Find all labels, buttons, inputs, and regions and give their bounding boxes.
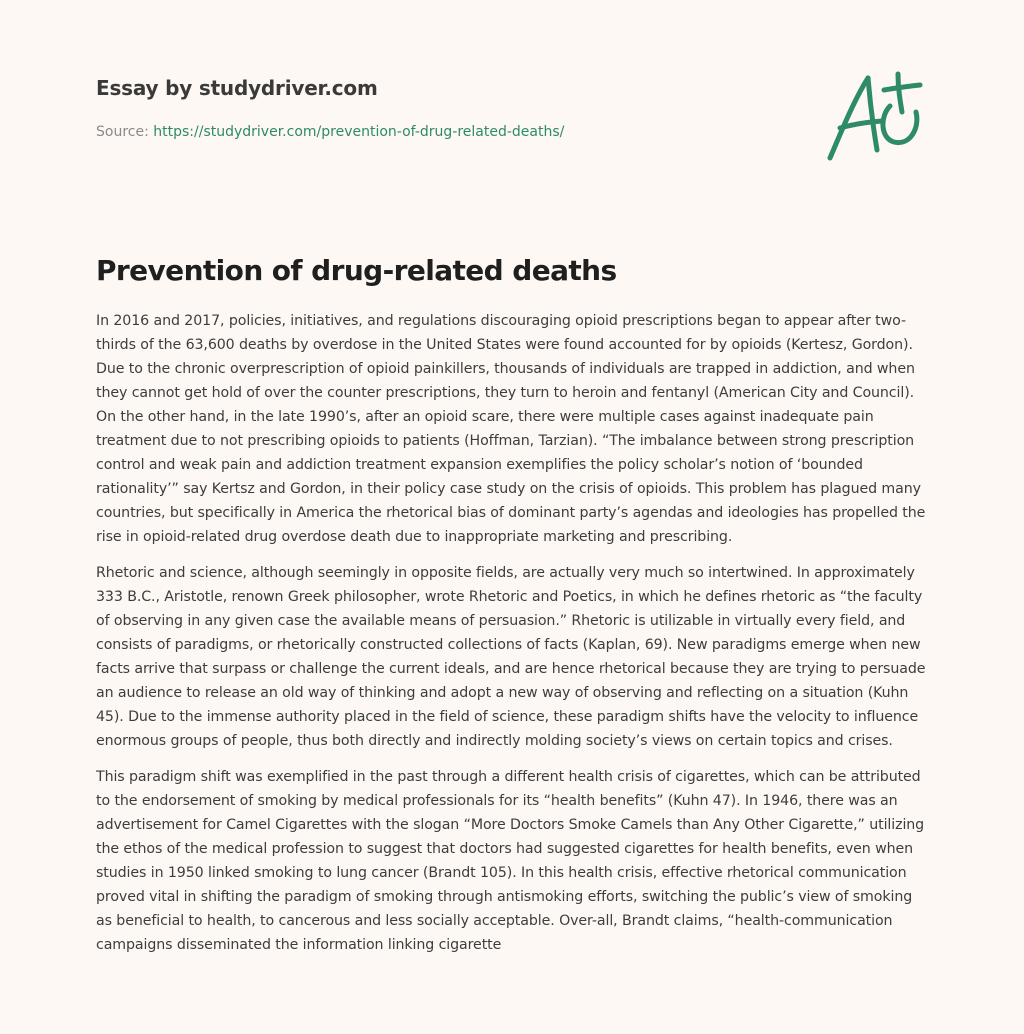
page-header [96, 76, 796, 140]
site-title: Essay by studydriver.com [96, 76, 378, 100]
article [96, 254, 930, 969]
source-label: Source: [96, 124, 154, 140]
source-link[interactable]: https://studydriver.com/prevention-of-drug-related-deaths/ [153, 124, 565, 140]
article-title: Prevention of drug-related deaths [96, 254, 617, 287]
article-paragraph: In 2016 and 2017, policies, initiatives, and regulations discouraging opioid prescriptions began to appear after two-thirds of the 63,600 deaths by overdose in the United States were found accounted for by opioids (Kertesz, Gordon). Due to the chronic overprescription of opioid painkillers, thousands of individuals are trapped in addiction, and when they cannot get hold of over the counter prescriptions, they turn to heroin and fentanyl (American City and Council). On the other hand, in the late 1990’s, after an opioid scare, there were multiple cases against inadequate pain treatment due to not prescribing opioids to patients (Hoffman, Tarzian). “The imbalance between strong prescription control and weak pain and addiction treatment expansion exemplifies the policy scholar’s notion of ‘bounded rationality’” say Kertsz and Gordon, in their policy case study on the crisis of opioids. This problem has plagued many countries, but specifically in America the rhetorical bias of dominant party’s agendas and ideologies has propelled the rise in opioid-related drug overdose death due to inappropriate marketing and prescribing. [96, 313, 926, 545]
a-plus-logo-icon [820, 66, 930, 166]
source-line [96, 124, 796, 140]
article-paragraph: Rhetoric and science, although seemingly in opposite fields, are actually very much so intertwined. In approximately 333 B.C., Aristotle, renown Greek philosopher, wrote Rhetoric and Poetics, in which he defines rhetoric as “the faculty of observing in any given case the available means of persuasion.” Rhetoric is utilizable in virtually every field, and consists of paradigms, or rhetorically constructed collections of facts (Kaplan, 69). New paradigms emerge when new facts arrive that surpass or challenge the current ideals, and are hence rhetorical because they are trying to persuade an audience to release an old way of thinking and adopt a new way of observing and reflecting on a situation (Kuhn 45). Due to the immense authority placed in the field of science, these paradigm shifts have the velocity to influence enormous groups of people, thus both directly and indirectly molding society’s views on certain topics and crises. [96, 565, 926, 749]
article-paragraph: This paradigm shift was exemplified in the past through a different health crisis of cigarettes, which can be attributed to the endorsement of smoking by medical professionals for its “health benefits” (Kuhn 47). In 1946, there was an advertisement for Camel Cigarettes with the slogan “More Doctors Smoke Camels than Any Other Cigarette,” utilizing the ethos of the medical profession to suggest that doctors had suggested cigarettes for health benefits, even when studies in 1950 linked smoking to lung cancer (Brandt 105). In this health crisis, effective rhetorical communication proved vital in shifting the paradigm of smoking through antismoking efforts, switching the public’s view of smoking as beneficial to health, to cancerous and less socially acceptable. Over-all, Brandt claims, “health-communication campaigns disseminated the information linking cigarette [96, 769, 925, 953]
